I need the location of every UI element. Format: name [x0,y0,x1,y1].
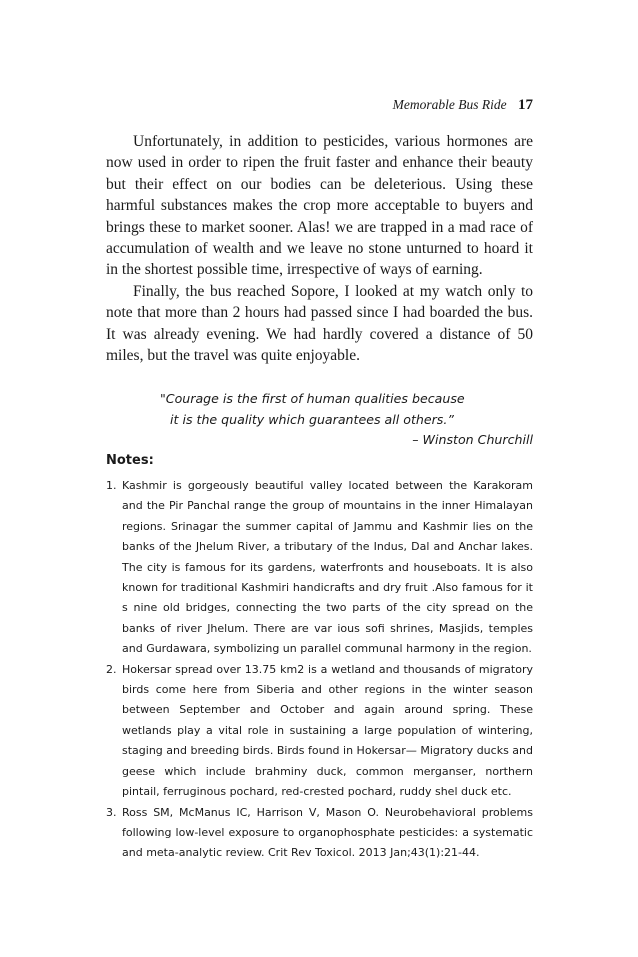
note-number: 3. [106,805,117,819]
note-text: Ross SM, McManus IC, Harrison V, Mason O. Neurobehavioral problems following low-level exposure to organophosphate pesticides: a systematic and meta-analytic review. Crit Rev Toxicol. 2013 Jan;43(1):21-44. [122,805,533,860]
note-text: Kashmir is gorgeously beautiful valley located between the Karakoram and the Pir Panchal range the group of mountains in the inner Himalayan regions. Srinagar the summer capital of Jammu and Kashmir lies on the banks of the Jhelum River, a tributary of the Indus, Dal and Anchar lakes. The city is famous for its gardens, waterfronts and houseboats. It is also known for traditional Kashmiri handicrafts and dry fruit .Also famous for it s nine old bridges, connecting the two parts of the city spread on the banks of river Jhelum. There are var ious sofi shrines, Masjids, temples and Gurdawara, symbolizing un parallel communal harmony in the region. [122,479,533,656]
note-text: Hokersar spread over 13.75 km2 is a wetland and thousands of migratory birds come here from Siberia and other regions in the winter season between September and October and again around spring. These wetlands play a vital role in sustaining a large population of wintering, staging and breeding birds. Birds found in Hokersar— Migratory ducks and geese which include brahminy duck, common merganser, northern pintail, ferruginous pochard, red-crested pochard, ruddy shel duck etc. [122,662,533,799]
note-item [106,476,533,660]
paragraph-pesticides: Unfortunately, in addition to pesticides, various hormones are now used in order to ripen the fruit faster and enhance their beauty but their effect on our bodies can be deleterious. Using these harmful substances makes the crop more acceptable to buyers and brings these to market sooner. Alas! we are trapped in a mad race of accumulation of wealth and we leave no stone unturned to hoard it in the shortest possible time, irrespective of ways of earning. [106,133,533,279]
notes-heading: Notes: [106,453,154,468]
running-head-title: Memorable Bus Ride [392,97,507,112]
running-head [393,97,533,114]
paragraph-sopore: Finally, the bus reached Sopore, I looked at my watch only to note that more than 2 hours had passed since I had boarded the bus. It was already evening. We had hardly covered a distance of 50 miles, but the travel was quite enjoyable. [106,282,533,365]
quote-line-1: "Courage is the first of human qualities because [160,391,465,406]
quote-line-2: it is the quality which guarantees all others.” [170,411,454,427]
note-number: 1. [106,479,117,492]
quote-author: – Winston Churchill [412,432,533,447]
churchill-quote [106,389,533,451]
note-item [106,660,533,803]
notes-list [106,476,533,864]
page-number: 17 [518,97,533,113]
body-text [106,131,533,366]
note-item [106,803,533,864]
note-number: 2. [106,662,117,676]
